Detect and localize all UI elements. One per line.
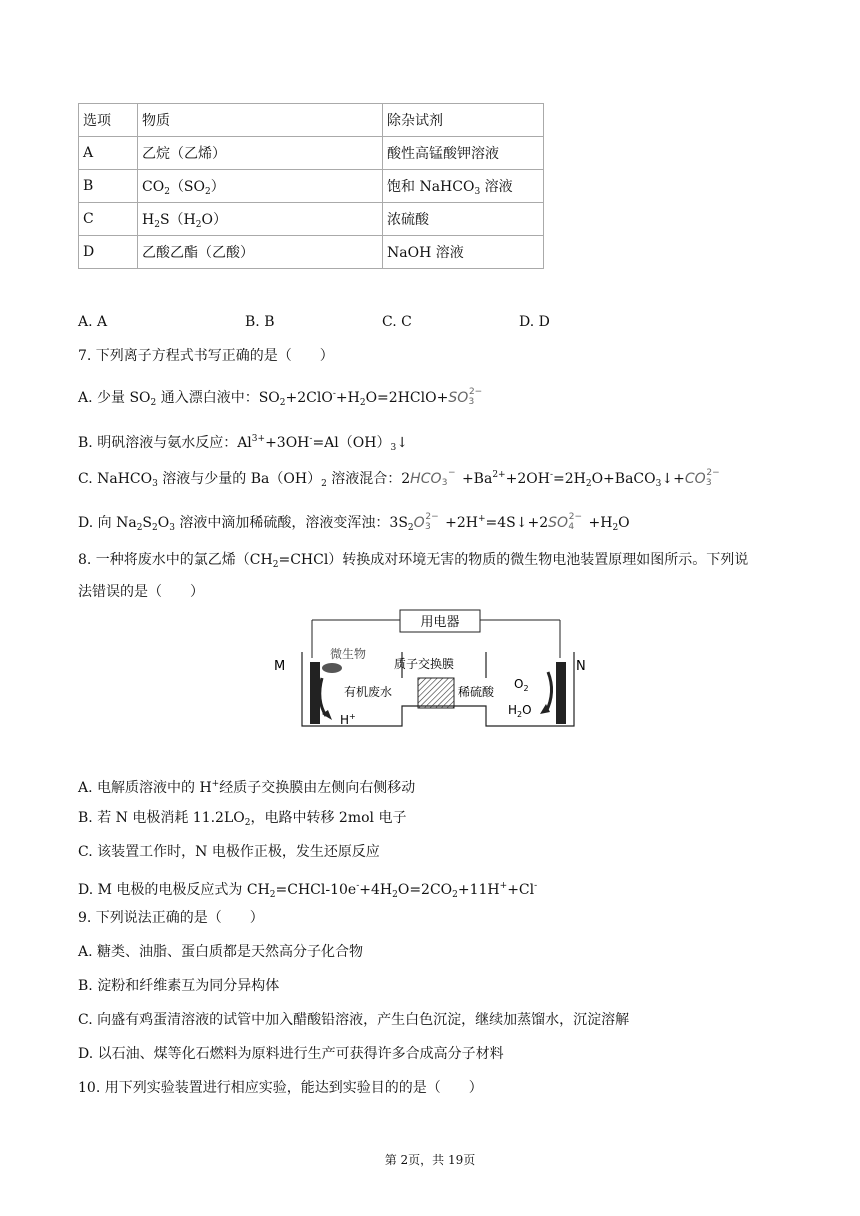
q9-option-b: B. 淀粉和纤维素互为同分异构体 xyxy=(78,978,280,994)
electrode-m-label: M xyxy=(274,659,286,674)
table-row xyxy=(79,236,544,269)
question-8-stem-line2: 法错误的是（ ） xyxy=(78,584,204,600)
table-header-cell: 选项 xyxy=(79,104,138,137)
reagent-cell: 浓硫酸 xyxy=(383,203,544,236)
q8-option-c: C. 该装置工作时，N 电极作正极，发生还原反应 xyxy=(78,844,380,860)
table-header-cell: 除杂试剂 xyxy=(383,104,544,137)
q7-option-c-text: C. NaHCO$_3$ 溶液与少量的 $Ba(OH)_2$ 溶液混合：2 xyxy=(78,471,411,489)
option-letter-cell: D xyxy=(79,236,138,269)
microbial-fuel-cell-diagram xyxy=(260,606,600,746)
reagent-cell: 酸性高锰酸钾溶液 xyxy=(383,137,544,170)
substance-cell: $H_2S(H_2O)$ xyxy=(138,203,383,236)
carbonate-ion-formula: CO 2− 3 xyxy=(684,468,720,488)
water-label: $H_2O$ xyxy=(508,703,532,719)
q7-option-a-text: A. 少量 $SO_2$ 通入漂白液中：$SO_2+2ClO^-+H_2O=2HClO+$ xyxy=(78,389,449,408)
sulfate-ion-formula: SO 2− 4 xyxy=(548,512,583,532)
q7-option-d-text-mid: +2H+=4S↓+2 xyxy=(440,514,549,531)
reagent-cell: 饱和 NaHCO$_3$ 溶液 xyxy=(383,170,544,203)
answer-choice: D. D xyxy=(519,314,550,330)
question-8-stem-line1: 8. 一种将废水中的氯乙烯$(CH_2=CHCl)$转换成对环境无害的物质的微生物电池装置原理如图所示。下列说 xyxy=(78,552,749,570)
option-letter-cell: A xyxy=(79,137,138,170)
proton-label: H+ xyxy=(340,712,356,727)
answer-choice: B. B xyxy=(245,314,275,330)
q7-option-d xyxy=(78,509,630,538)
q8-option-d: D. M 电极的电极反应式为 $CH_2=CHCl-10e^-+4H_2O=2CO_2+11H^++Cl^-$ xyxy=(78,881,538,900)
sulfite-ion-formula: SO 2− 3 xyxy=(448,387,483,407)
question-9-stem: 9. 下列说法正确的是（ ） xyxy=(78,910,264,926)
q9-option-a: A. 糖类、油脂、蛋白质都是天然高分子化合物 xyxy=(78,944,364,960)
q7-option-c-text-mid: $+Ba^{2+}+2OH^-=2H_2O+BaCO_3↓+$ xyxy=(457,470,685,489)
q7-option-b: B. 明矾溶液与氨水反应：$Al^{3+}+3OH^-=Al(OH)_3↓$ xyxy=(78,434,408,453)
device-label: 用电器 xyxy=(420,615,460,630)
q7-option-d-text-end: $+H_2O$ xyxy=(584,515,630,533)
answer-choice: C. C xyxy=(382,314,412,330)
microbe-label: 微生物 xyxy=(330,647,367,661)
q7-option-c xyxy=(78,465,722,494)
question-7-stem: 7. 下列离子方程式书写正确的是（ ） xyxy=(78,348,334,364)
organic-wastewater-label: 有机废水 xyxy=(344,685,393,699)
thiosulfate-ion-formula: O 2− 3 xyxy=(413,512,439,532)
substance-cell: 乙烷（乙烯） xyxy=(138,137,383,170)
table-header-row xyxy=(79,104,544,137)
electrode-n-label: N xyxy=(576,659,586,674)
q8-option-a: A. 电解质溶液中的 H+经质子交换膜由左侧向右侧移动 xyxy=(78,779,416,796)
option-letter-cell: B xyxy=(79,170,138,203)
q7-option-d-text: D. 向 $Na_2S_2O_3$ 溶液中滴加稀硫酸，溶液变浑浊：$3S_2$ xyxy=(78,515,414,533)
electrode-n xyxy=(556,662,566,724)
page-footer: 第 2页，共 19页 xyxy=(384,1153,476,1167)
microbe-cluster xyxy=(322,663,342,673)
table-row xyxy=(79,137,544,170)
question-10-stem: 10. 用下列实验装置进行相应实验，能达到实验目的的是（ ） xyxy=(78,1080,483,1096)
q8-option-b: B. 若 N 电极消耗 $11.2LO_2$，电路中转移 2mol 电子 xyxy=(78,810,407,828)
substance-cell: 乙酸乙酯（乙酸） xyxy=(138,236,383,269)
proton-exchange-membrane xyxy=(418,678,454,708)
proton-flow-arrow xyxy=(320,678,326,716)
substance-cell: $CO_2(SO_2)$ xyxy=(138,170,383,203)
answer-choice: A. A xyxy=(78,314,108,330)
q9-option-c: C. 向盛有鸡蛋清溶液的试管中加入醋酸铅溶液，产生白色沉淀，继续加蒸馏水，沉淀溶解 xyxy=(78,1012,630,1028)
q9-option-d: D. 以石油、煤等化石燃料为原料进行生产可获得许多合成高分子材料 xyxy=(78,1046,504,1062)
options-table xyxy=(78,103,544,269)
table-row xyxy=(79,203,544,236)
option-letter-cell: C xyxy=(79,203,138,236)
table-header-cell: 物质 xyxy=(138,104,383,137)
dilute-sulfuric-acid-label: 稀硫酸 xyxy=(458,685,495,699)
membrane-label: 质子交换膜 xyxy=(394,657,455,671)
bicarbonate-ion-formula: HCO − 3 xyxy=(410,468,456,488)
reagent-cell: NaOH 溶液 xyxy=(383,236,544,269)
q7-option-a xyxy=(78,384,484,413)
oxygen-label: $O_2$ xyxy=(514,677,529,693)
table-row xyxy=(79,170,544,203)
